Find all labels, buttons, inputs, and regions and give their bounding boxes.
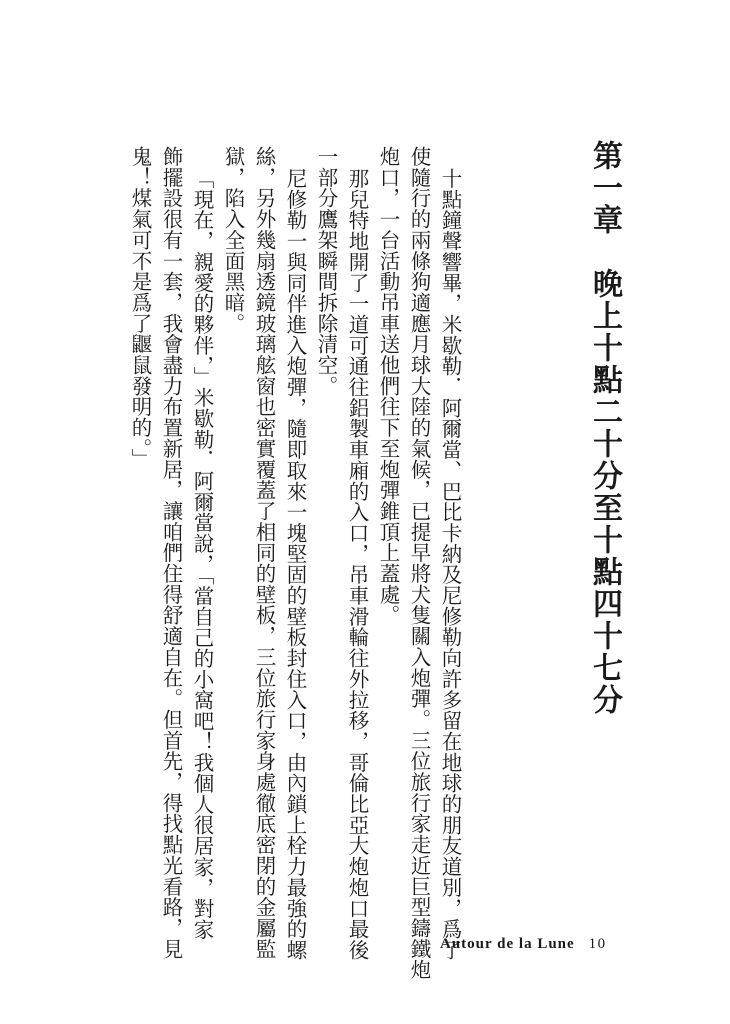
text-column: 「現在，親愛的夥伴，」米歇勒．阿爾當說，「當自己的小窩吧！我個人很居家，對家 [190, 168, 214, 940]
page-number: 10 [588, 936, 607, 952]
text-column: 使隨行的兩條狗適應月球大陸的氣候，已提早將犬隻關入炮彈。三位旅行家走近巨型鑄鐵炮 [407, 146, 431, 980]
text-column: 飾擺設很有一套，我會盡力布置新居，讓咱們住得舒適自在。但首先，得找點光看路，見 [159, 146, 183, 960]
text-column: 獄，陷入全面黑暗。 [221, 146, 245, 334]
text-column: 那兒特地開了一道可通往鋁製車廂的入口，吊車滑輪往外拉移，哥倫比亞大炮炮口最後 [345, 168, 369, 961]
text-column: 尼修勒一與同伴進入炮彈，隨即取來一塊堅固的壁板封住入口，由內鎖上栓力最強的螺 [283, 168, 307, 961]
text-column: 鬼！煤氣可不是爲了鼴鼠發明的。」 [128, 146, 152, 470]
chapter-title: 第一章 晚上十點二十分至十點四十七分 [587, 140, 622, 716]
running-title: Autour de la Lune [440, 936, 575, 952]
text-column: 炮口，一台活動吊車送他們往下至炮彈錐頂上蓋處。 [376, 146, 400, 626]
text-column: 一部分鷹架瞬間拆除清空。 [314, 146, 338, 397]
text-column: 十點鐘聲響畢，米歇勒．阿爾當、巴比卡納及尼修勒向許多留在地球的朋友道別，爲了 [438, 168, 462, 961]
page-footer [440, 936, 607, 953]
text-column: 絲，另外幾扇透鏡玻璃舷窗也密實覆蓋了相同的壁板，三位旅行家身處徹底密閉的金屬監 [252, 146, 276, 960]
